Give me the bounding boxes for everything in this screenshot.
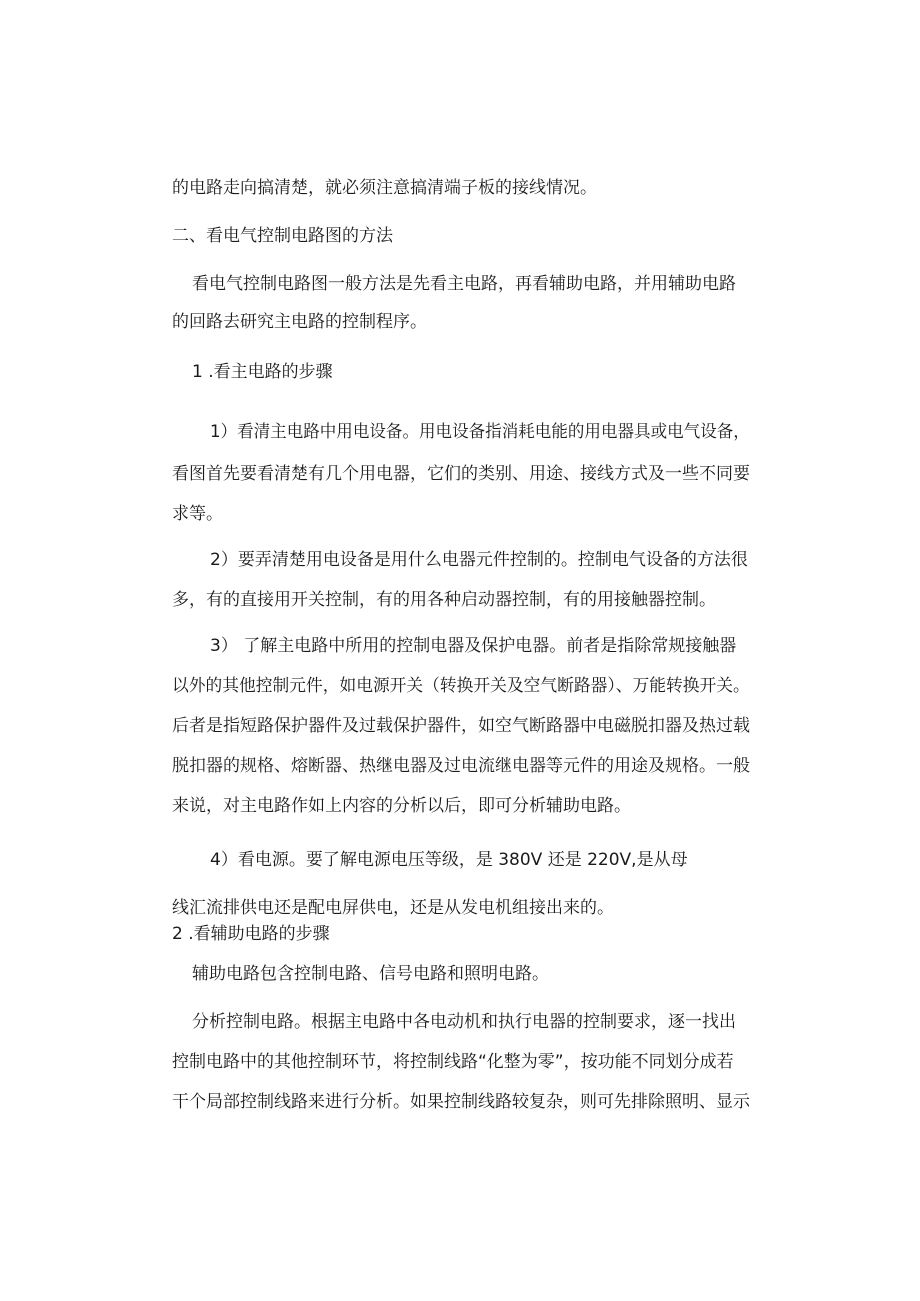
text-line: 的电路走向搞清楚，就必须注意搞清端子板的接线情况。: [172, 178, 597, 198]
text-line: 的回路去研究主电路的控制程序。: [172, 312, 427, 332]
text-line: 以外的其他控制元件，如电源开关（转换开关及空气断路器）、万能转换开关。: [172, 676, 750, 696]
text-line: 干个局部控制线路来进行分析。如果控制线路较复杂，则可先排除照明、显示: [172, 1092, 750, 1112]
text-line: 1）看清主电路中用电设备。用电设备指消耗电能的用电器具或电气设备，: [210, 422, 750, 442]
subsection-heading: 1 .看主电路的步骤: [192, 362, 333, 382]
text-line: 线汇流排供电还是配电屏供电，还是从发电机组接出来的。: [172, 898, 614, 918]
text-line: 4）看电源。要了解电源电压等级，是 380V 还是 220V,是从母: [210, 850, 688, 870]
subsection-heading: 2 .看辅助电路的步骤: [172, 924, 330, 944]
section-heading: 二、看电气控制电路图的方法: [172, 226, 393, 246]
text-line: 看图首先要看清楚有几个用电器，它们的类别、用途、接线方式及一些不同要: [172, 464, 750, 484]
text-line: 2）要弄清楚用电设备是用什么电器元件控制的。控制电气设备的方法很: [210, 550, 748, 570]
text-line: 多，有的直接用开关控制，有的用各种启动器控制，有的用接触器控制。: [172, 590, 716, 610]
text-line: 3） 了解主电路中所用的控制电器及保护电器。前者是指除常规接触器: [210, 636, 737, 656]
text-line: 求等。: [172, 504, 223, 524]
text-line: 控制电路中的其他控制环节，将控制线路“化整为零”，按功能不同划分成若: [172, 1052, 734, 1072]
text-line: 脱扣器的规格、熔断器、热继电器及过电流继电器等元件的用途及规格。一般: [172, 756, 750, 776]
text-line: 来说，对主电路作如上内容的分析以后，即可分析辅助电路。: [172, 796, 631, 816]
text-line: 后者是指短路保护器件及过载保护器件，如空气断路器中电磁脱扣器及热过载: [172, 716, 750, 736]
text-line: 分析控制电路。根据主电路中各电动机和执行电器的控制要求，逐一找出: [192, 1012, 736, 1032]
text-line: 看电气控制电路图一般方法是先看主电路，再看辅助电路，并用辅助电路: [192, 274, 736, 294]
text-line: 辅助电路包含控制电路、信号电路和照明电路。: [192, 964, 549, 984]
